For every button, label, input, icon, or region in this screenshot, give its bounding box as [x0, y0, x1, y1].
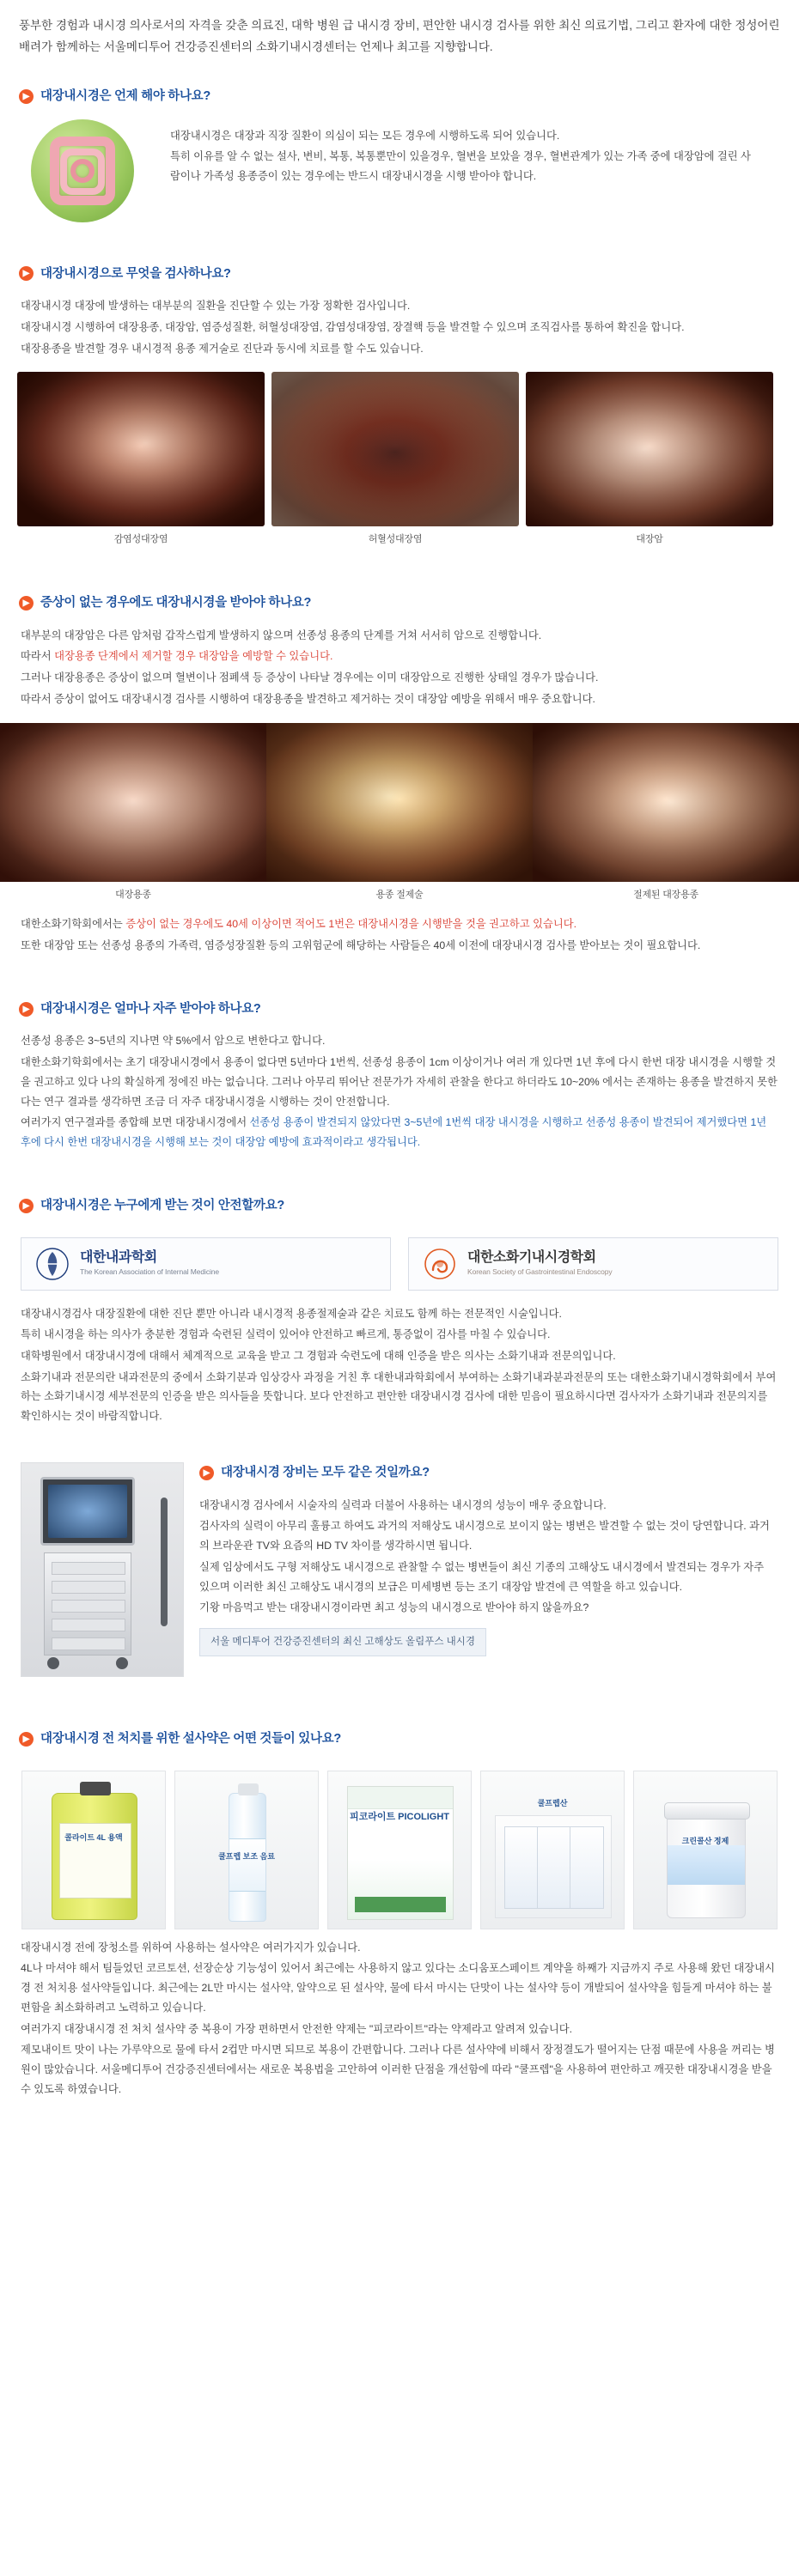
laxative-answer-text: [0, 1938, 799, 2099]
paragraph: 대장내시경 전에 장청소를 위하여 사용하는 설사약은 여러가지가 있습니다.: [21, 1941, 361, 1953]
arrow-bullet-icon: ▶: [19, 1002, 34, 1017]
heading-text: 대장내시경은 얼마나 자주 받아야 하나요?: [40, 1001, 261, 1016]
logo-name-en: The Korean Association of Internal Medicine: [80, 1267, 220, 1276]
heading-text: 대장내시경 전 처치를 위한 설사약은 어떤 것들이 있나요?: [40, 1731, 341, 1746]
product-coolprep-sachets: [480, 1771, 625, 1929]
when-answer-row: [0, 119, 799, 222]
paragraph-highlight: 대한소화기학회에서는 증상이 없는 경우에도 40세 이상이면 적어도 1번은 대장내시경을 시행받을 것을 권고하고 있습니다.: [21, 918, 577, 931]
figure: [526, 372, 773, 548]
paragraph: 기왕 마음먹고 받는 대장내시경이라면 최고 성능의 내시경으로 받아야 하지 않을까요?: [199, 1601, 589, 1614]
intro-text: 풍부한 경험과 내시경 의사로서의 자격을 갖춘 의료진, 대학 병원 급 내시경 장비, 편안한 내시경 검사를 위한 최신 의료기법, 그리고 환자에 대한 정성어린 배려가 함께하는 서울메디투어 건강증진센터의 소화기내시경센터는 언제나 최고를 지향합니다.: [19, 19, 780, 53]
product-cleancol-tub: [633, 1771, 778, 1929]
medical-emblem-icon: [35, 1247, 70, 1281]
arrow-bullet-icon: ▶: [199, 1466, 214, 1480]
paragraph: 대장용종을 발견할 경우 내시경적 용종 제거술로 진단과 동시에 치료를 할 수도 있습니다.: [21, 342, 424, 355]
figure: [271, 372, 519, 548]
endoscopy-image: [266, 723, 533, 882]
paragraph: 대장내시경 시행하여 대장용종, 대장암, 염증성질환, 허혈성대장염, 감염성대장염, 장결핵 등을 발견할 수 있으며 조직검사를 통하여 확진을 합니다.: [21, 320, 685, 333]
what-answer-text: [0, 296, 799, 358]
figure-caption: 대장용종: [115, 889, 151, 900]
logo-name-ko: 대한소화기내시경학회: [467, 1249, 596, 1265]
endoscopy-image: [17, 372, 265, 526]
equipment-cart: [44, 1552, 131, 1656]
section-heading-safety: [19, 1195, 799, 1217]
paragraph: 실제 임상에서도 구형 저해상도 내시경으로 관찰할 수 없는 병변들이 최신 기종의 고해상도 내시경에서 발견되는 경우가 자주 있으며 이러한 최신 고해상도 내시경의 보급은 미세병변 등는 조기 대장암 발견에 큰 역할을 하고 있습니다.: [199, 1560, 765, 1593]
section-heading-equipment: [199, 1462, 778, 1484]
paragraph: 여러가지 대장내시경 전 처치 설사약 중 복용이 가장 편하면서 안전한 약제는 "피코라이트"라는 약제라고 알려져 있습니다.: [21, 2022, 573, 2035]
intro-paragraph: [0, 0, 799, 64]
section-heading-when: [19, 86, 799, 107]
paragraph: 대장내시경 검사에서 시술자의 실력과 더불어 사용하는 내시경의 성능이 매우 중요합니다.: [199, 1498, 607, 1511]
arrow-bullet-icon: ▶: [19, 596, 34, 611]
laxative-product-strip: [0, 1762, 799, 1929]
arrow-bullet-icon: ▶: [19, 266, 34, 281]
product-drink-bottle: [174, 1771, 319, 1929]
paragraph: 그러나 대장용종은 증상이 없으며 혈변이나 점폐색 등 증상이 나타날 경우에는 이미 대장암으로 진행한 상태일 경우가 많습니다.: [21, 671, 599, 684]
figure: [533, 723, 799, 903]
figure-caption: 절제된 대장용종: [633, 889, 698, 900]
arrow-bullet-icon: ▶: [19, 1732, 34, 1747]
how-often-answer-text: [0, 1031, 799, 1151]
paragraph-highlight: 여러가지 연구결과를 종합해 보면 대장내시경에서 선종성 용종이 발견되지 않았다면 3~5년에 1번씩 대장 내시경을 시행하고 선종성 용종이 발견되어 제거했다면 1년 후에 다시 한번 대장내시경을 시행해 보는 것이 대장암 예방에 효과적이라고 생각됩니다.: [21, 1116, 767, 1149]
paragraph: 특히 내시경을 하는 의사가 충분한 경험과 숙련된 실력이 있어야 안전하고 빠르게, 통증없이 검사를 마칠 수 있습니다.: [21, 1328, 551, 1341]
figure-caption: 허혈성대장염: [368, 534, 423, 545]
product-label: 쿨프렙 보조 음료: [218, 1851, 275, 1861]
heading-text: 대장내시경 장비는 모두 같은 것일까요?: [221, 1465, 430, 1479]
paragraph: 대장내시경 대장에 발생하는 대부분의 질환을 진단할 수 있는 가장 정확한 검사입니다.: [21, 300, 411, 313]
section-heading-how-often: [19, 999, 799, 1020]
paragraph: 대학병원에서 대장내시경에 대해서 체계적으로 교육을 받고 그 경험과 숙련도에 대해 인증을 받은 의사는 소화기내과 전문의입니다.: [21, 1350, 616, 1362]
arrow-bullet-icon: ▶: [19, 1199, 34, 1213]
heading-text: 증상이 없는 경우에도 대장내시경을 받아야 하나요?: [40, 596, 312, 611]
society-logos: [0, 1229, 799, 1296]
logo-name-ko: 대한내과학회: [80, 1249, 157, 1265]
product-label: 피코라이트 PICOLIGHT: [349, 1811, 450, 1822]
endoscopy-figure-strip-1: [0, 360, 799, 551]
logo-name-en: Korean Society of Gastrointestinal Endoscopy: [467, 1267, 613, 1276]
endoscopy-emblem-icon: [423, 1247, 457, 1281]
figure-caption: 대장암: [636, 534, 663, 545]
heading-text: 대장내시경은 누구에게 받는 것이 안전할까요?: [40, 1198, 284, 1212]
paragraph: 특히 이유를 알 수 없는 설사, 변비, 복통, 복통뿐만이 있을경우, 혈변을 보았을 경우, 혈변관계가 있는 가족 중에 대장암에 걸린 사람이나 가족성 용종증이 있는 경우에는 반드시 대장내시경을 시행 받아야 합니다.: [170, 150, 751, 183]
paragraph: 대장내시경은 대장과 직장 질환이 의심이 되는 모든 경우에 시행하도록 되어 있습니다.: [170, 129, 560, 142]
equipment-answer-text: [199, 1496, 778, 1657]
paragraph: 대부분의 대장암은 다른 암처럼 갑작스럽게 발생하지 않으며 선종성 용종의 단계를 거쳐 서서히 암으로 진행합니다.: [21, 629, 542, 641]
product-colyte-jug: [21, 1771, 166, 1929]
product-label: 크린콜산 정제: [681, 1836, 729, 1845]
when-answer-text: [149, 119, 778, 188]
figure: [0, 723, 266, 903]
endoscopy-figure-strip-2: [0, 711, 799, 907]
figure-caption: 용종 절제술: [375, 889, 424, 900]
arrow-bullet-icon: ▶: [19, 89, 34, 104]
paragraph: 선종성 용종은 3~5년의 지나면 약 5%에서 암으로 변한다고 합니다.: [21, 1035, 326, 1048]
product-label: 콜라이트 4L 용액: [64, 1832, 123, 1842]
no-symptom-answer-text: [0, 626, 799, 709]
figure: [17, 372, 265, 548]
scope-tube: [161, 1498, 168, 1626]
endoscopy-image: [0, 723, 266, 882]
section-heading-no-symptom: [19, 592, 799, 614]
endoscopy-image: [526, 372, 773, 526]
endoscopy-image: [271, 372, 519, 526]
paragraph: 따라서 증상이 없어도 대장내시경 검사를 시행하여 대장용종을 발견하고 제거하는 것이 대장암 예방을 위해서 매우 중요합니다.: [21, 692, 595, 705]
logo-internal-medicine: [21, 1237, 391, 1291]
paragraph: 대장내시경검사 대장질환에 대한 진단 뿐만 아니라 내시경적 용종절제술과 같은 치료도 함께 하는 전문적인 시술입니다.: [21, 1307, 562, 1320]
heading-text: 대장내시경으로 무엇을 검사하나요?: [40, 266, 231, 281]
product-label: 쿨프렙산: [537, 1798, 568, 1807]
paragraph: 또한 대장암 또는 선종성 용종의 가족력, 염증성장질환 등의 고위험군에 해당하는 사람들은 40세 이전에 대장내시경 검사를 받아보는 것이 필요합니다.: [21, 939, 701, 952]
paragraph: 소화기내과 전문의란 내과전문의 중에서 소화기분과 임상강사 과정을 거친 후 대한내과학회에서 부여하는 소화기내과분과전문의 또는 대한소화기내시경학회에서 부여하는 소화기내시경 세부전문의 인증을 받은 의사들을 뜻합니다. 보다 안전하고 편안한 대장내시경 검사에 대한 믿음이 필요하시다면 검사자가 소화기내과 전문의지를 확인하시는 것이 바람직합니다.: [21, 1370, 777, 1423]
heading-text: 대장내시경은 언제 해야 하나요?: [40, 88, 210, 103]
paragraph-highlight: 따라서 대장용종 단계에서 제거할 경우 대장암을 예방할 수 있습니다.: [21, 650, 333, 663]
section-heading-laxative: [19, 1728, 799, 1750]
paragraph: 제모내이트 맛이 나는 가루약으로 물에 타서 2컵만 마시면 되므로 복용이 간편합니다. 그러나 다른 설사약에 비해서 장정결도가 떨어지는 단점 때문에 사용을 꺼리는 병원이 많았습니다. 서울메디투어 건강증진센터에서는 새로운 복용법을 고안하여 이러한 단점을 개선함에 따라 "쿨프렙"을 사용하여 편안하고 깨끗한 대장내시경을 받을 수 있도록 하였습니다.: [21, 2044, 775, 2095]
safety-answer-text: [0, 1304, 799, 1426]
equipment-caption-badge: 서울 메디투어 건강증진센터의 최신 고해상도 올림푸스 내시경: [199, 1628, 486, 1656]
monitor-icon: [40, 1477, 135, 1546]
logo-gi-endoscopy: [408, 1237, 778, 1291]
endoscopy-image: [533, 723, 799, 882]
figure: [266, 723, 533, 903]
figure-caption: 감염성대장염: [113, 534, 168, 545]
paragraph: 4L나 마셔야 해서 팀들었던 코르토션, 선장순상 기능성이 있어서 최근에는 사용하지 않고 있다는 소디움포스페이트 계약을 하째가 지금까지 주로 사용해 왔던 대장내시경 전 처치용 설사약들입니다. 최근에는 2L만 마시는 설사약, 알약으로 된 설사약, 물에 타서 마시는 단맛이 나는 설사약 등이 개발되어 설사약을 힘들게 마셔야 하는 불편함을 최소화하려고 노력하고 있습니다.: [21, 1962, 775, 2014]
product-picolight-box: [327, 1771, 472, 1929]
paragraph: 대한소화기학회에서는 초기 대장내시경에서 용종이 없다면 5년마다 1번씩, 선종성 용종이 1cm 이상이거나 여러 개 있다면 1년 후에 다시 한번 대장 내시경을 시행할 것을 권고하고 있다 나의 확실하게 정에진 바는 없습니다. 그러나 아무리 뛰어난 전문가가 자세히 관찰을 한다고 하더라도 10~20% 에서는 존재하는 용종을 발견하지 못한다는 연구 결과를 생각하면 조금 더 자주 대장내시경을 시행하는 것이 안전합니다.: [21, 1056, 778, 1108]
paragraph: 검사자의 실력이 아무리 훌륭고 하여도 과거의 저해상도 내시경으로 보이지 않는 병변은 발견할 수 없는 것이 당연합니다. 과거의 브라운관 TV와 요즘의 HD TV 차이를 생각하시면 됩니다.: [199, 1520, 770, 1552]
endoscopy-tower-photo: [21, 1462, 184, 1677]
no-symptom-closing-text: [0, 914, 799, 955]
colon-illustration-icon: [31, 119, 134, 222]
equipment-section: [0, 1457, 799, 1677]
section-heading-what: [19, 264, 799, 285]
